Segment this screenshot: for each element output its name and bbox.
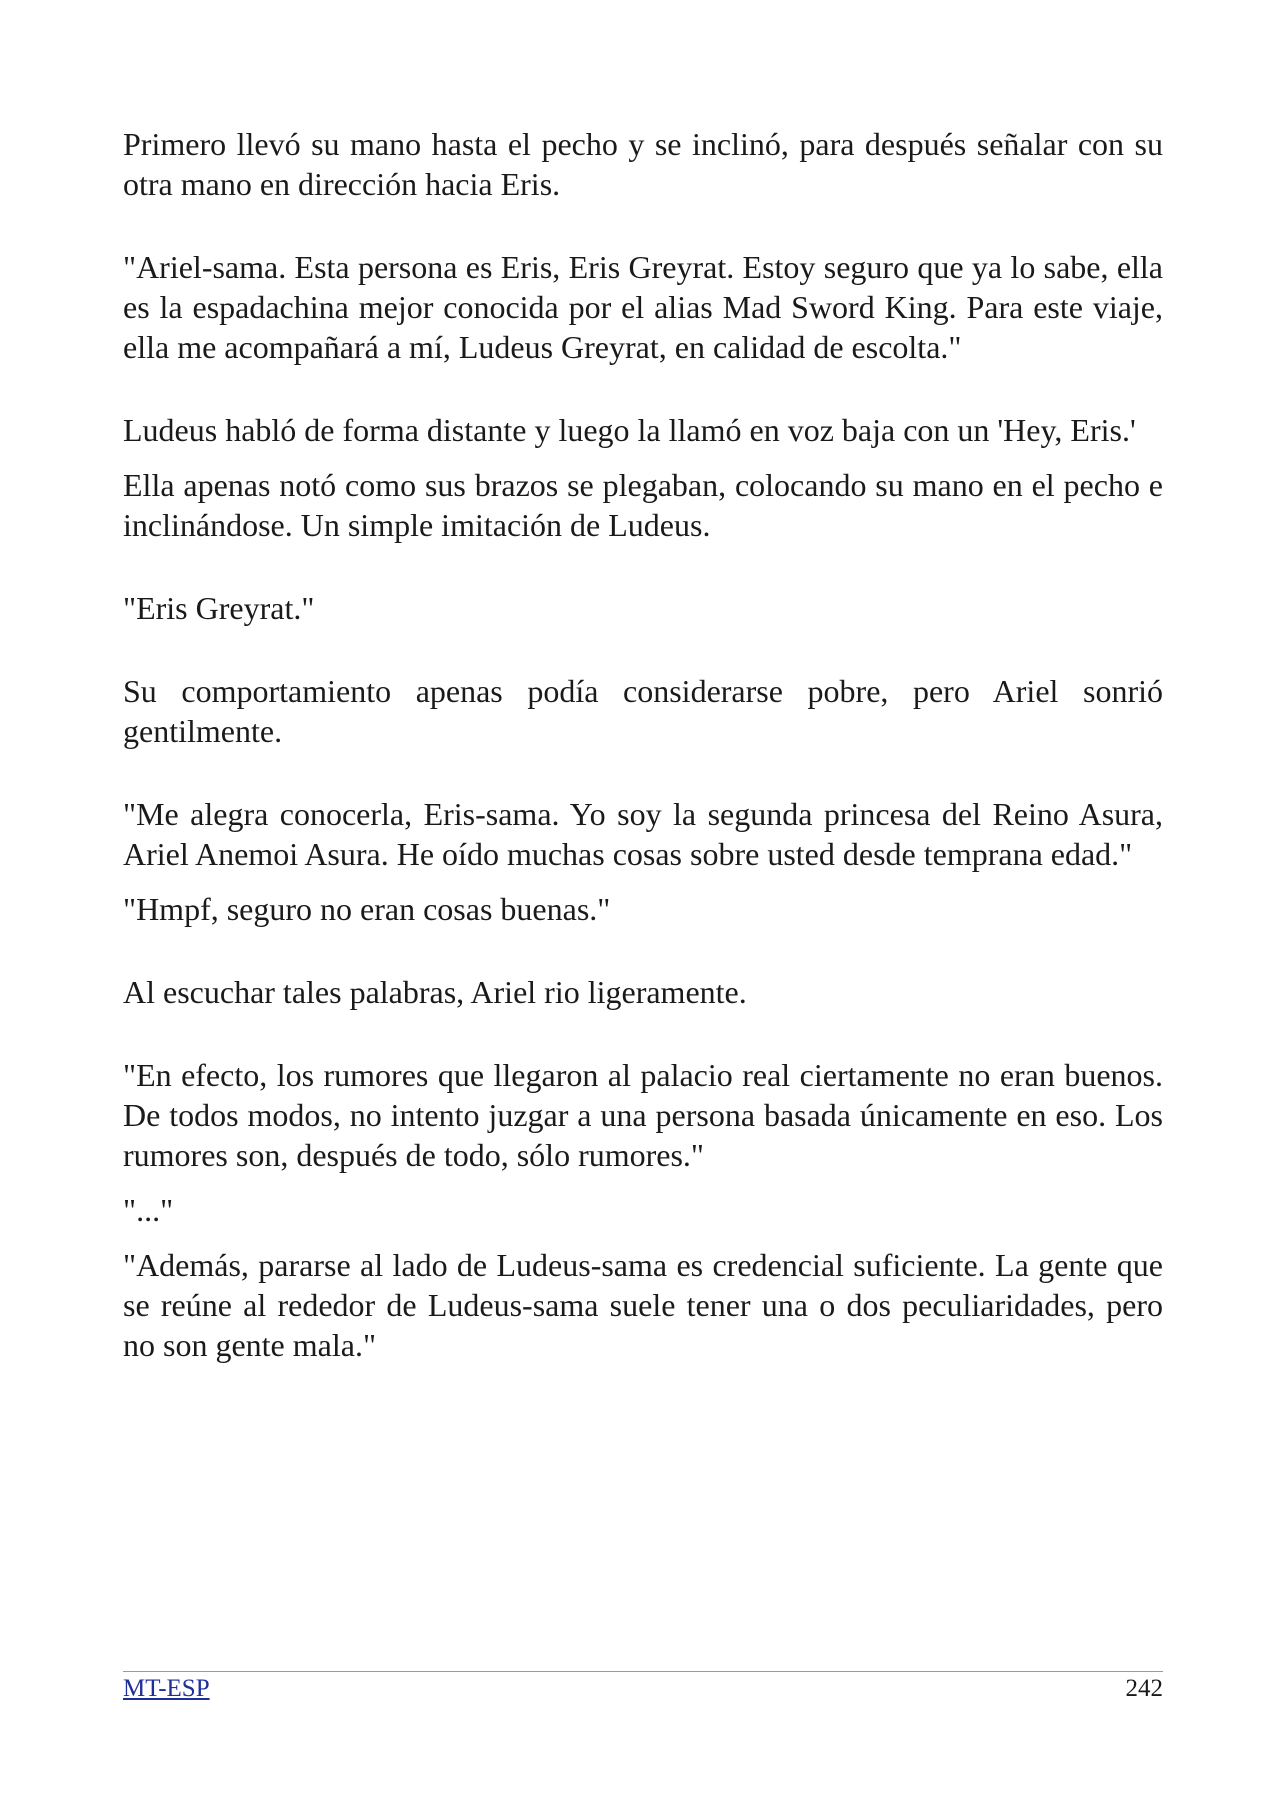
paragraph: Su comportamiento apenas podía considerarse pobre, pero Ariel sonrió gentilmente. bbox=[123, 673, 1163, 749]
document-body bbox=[123, 124, 1163, 1365]
paragraph: "Eris Greyrat." bbox=[123, 590, 315, 626]
page-footer bbox=[123, 1672, 1163, 1706]
paragraph: "Ariel-sama. Esta persona es Eris, Eris Greyrat. Estoy seguro que ya lo sabe, ella es la espadachina mejor conocida por el alias Mad Sword King. Para este viaje, ella me acompañará a mí, Ludeus Greyrat, en calidad de escolta." bbox=[123, 249, 1163, 365]
paragraph: Ludeus habló de forma distante y luego la llamó en voz baja con un 'Hey, Eris.' bbox=[123, 412, 1136, 448]
paragraph: "..." bbox=[123, 1192, 174, 1228]
paragraph: "Además, pararse al lado de Ludeus-sama es credencial suficiente. La gente que se reúne al rededor de Ludeus-sama suele tener una o dos peculiaridades, pero no son gente mala." bbox=[123, 1247, 1163, 1363]
paragraph: Primero llevó su mano hasta el pecho y se inclinó, para después señalar con su otra mano en dirección hacia Eris. bbox=[123, 126, 1163, 202]
paragraph: Ella apenas notó como sus brazos se plegaban, colocando su mano en el pecho e inclinándose. Un simple imitación de Ludeus. bbox=[123, 467, 1163, 543]
paragraph: "Hmpf, seguro no eran cosas buenas." bbox=[123, 891, 611, 927]
paragraph: "Me alegra conocerla, Eris-sama. Yo soy la segunda princesa del Reino Asura, Ariel Anemoi Asura. He oído muchas cosas sobre usted desde temprana edad." bbox=[123, 796, 1163, 872]
footer-link[interactable]: MT-ESP bbox=[123, 1675, 210, 1702]
paragraph: "En efecto, los rumores que llegaron al palacio real ciertamente no eran buenos. De todos modos, no intento juzgar a una persona basada únicamente en eso. Los rumores son, después de todo, sólo rumores." bbox=[123, 1057, 1163, 1173]
page-number: 242 bbox=[1125, 1675, 1163, 1702]
paragraph: Al escuchar tales palabras, Ariel rio ligeramente. bbox=[123, 974, 747, 1010]
